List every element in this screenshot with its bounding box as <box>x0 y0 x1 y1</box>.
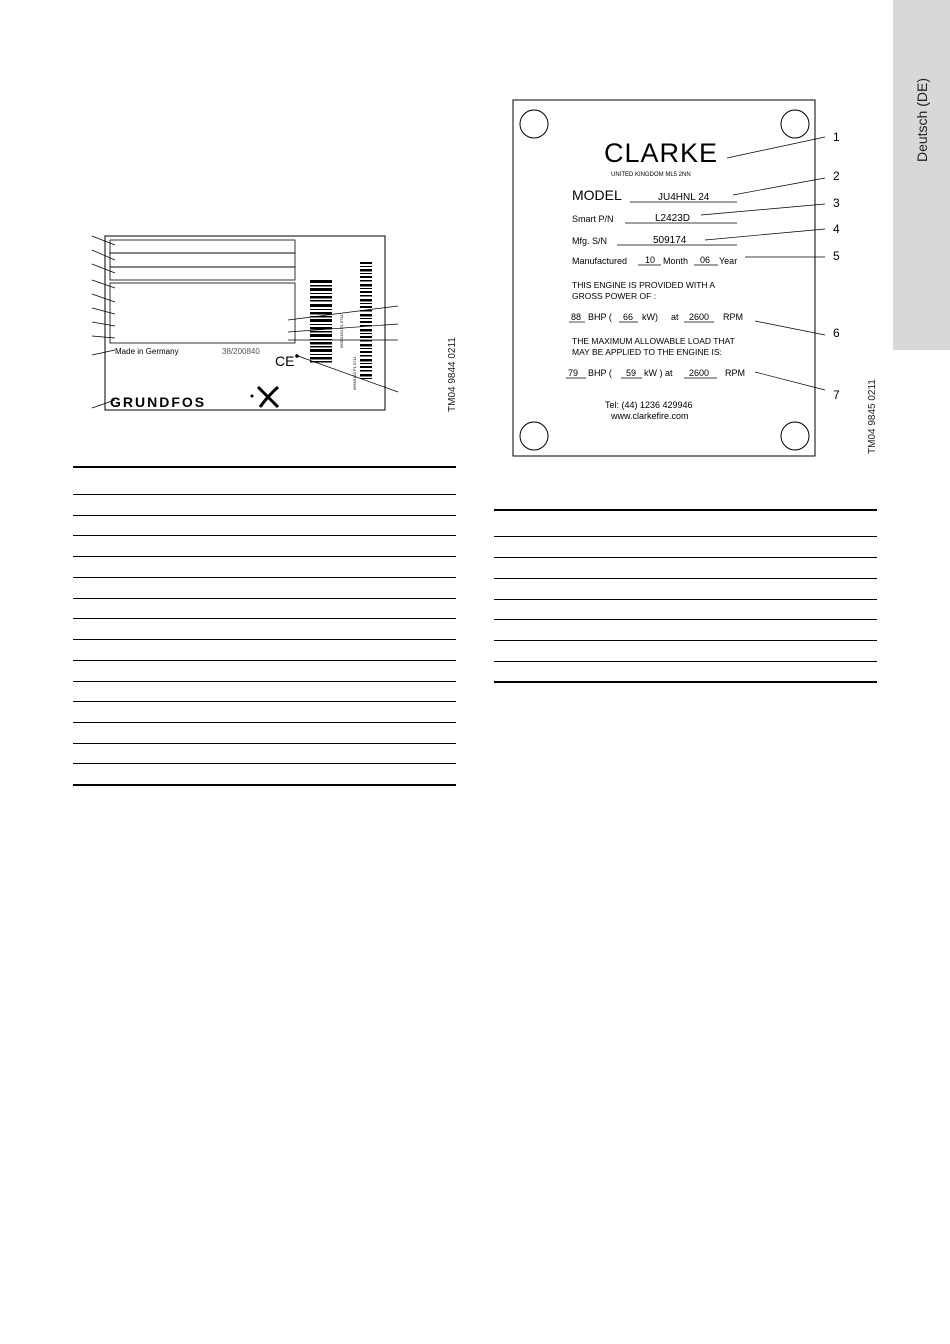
callout-number: 7 <box>833 388 840 402</box>
month-label: Month <box>663 256 689 266</box>
year-value: 06 <box>700 255 711 265</box>
clarke-origin: UNITED KINGDOM ML5 2NN <box>611 172 691 178</box>
rpm-label-2: RPM <box>725 368 745 378</box>
table-rule <box>494 578 877 579</box>
nameplate-code: 38/200840 <box>222 347 260 356</box>
made-in-label: Made in Germany <box>115 347 179 356</box>
language-tab-label: Deutsch (DE) <box>913 77 930 163</box>
year-label: Year <box>719 256 738 266</box>
table-rule <box>494 599 877 600</box>
gross-line-2: GROSS POWER OF : <box>572 291 657 301</box>
callout-number: 5 <box>833 249 840 263</box>
grundfos-logo-text: GRUNDFOS <box>110 394 207 410</box>
callout-number: 2 <box>833 169 840 183</box>
ce-mark: CE <box>275 353 295 369</box>
callout-number: 6 <box>833 326 840 340</box>
table-rule <box>73 639 456 640</box>
table-rule <box>73 701 456 702</box>
grundfos-nameplate-figure <box>60 220 480 420</box>
barcode-text-2: 96550150 P1 0711 <box>352 356 357 390</box>
table-rule <box>73 763 456 764</box>
table-rule <box>73 494 456 495</box>
language-tab-label-wrap <box>893 0 950 350</box>
table-rule <box>73 598 456 599</box>
fig-code-right: TM04 9845 0211 <box>867 379 878 454</box>
table-rule <box>73 577 456 578</box>
barcode-text-1: 96550150 P1 0711 <box>339 314 344 348</box>
table-rule <box>494 681 877 683</box>
mfg-sn-value: 509174 <box>653 235 687 246</box>
table-rule <box>73 466 456 468</box>
table-rule <box>494 640 877 641</box>
clarke-brand: CLARKE <box>604 138 719 168</box>
table-rule <box>494 661 877 662</box>
clarke-nameplate-figure <box>505 92 855 464</box>
fig-code-left: TM04 9844 0211 <box>447 337 458 412</box>
manufactured-label: Manufactured <box>572 256 628 266</box>
gross-kw: 66 <box>623 312 634 322</box>
table-rule <box>73 681 456 682</box>
table-rule <box>494 557 877 558</box>
rpm-label: RPM <box>723 312 743 322</box>
smart-pn-value: L2423D <box>655 213 691 224</box>
model-label: MODEL <box>572 187 622 203</box>
max-rpm: 2600 <box>689 368 710 378</box>
at-label: at <box>671 312 679 322</box>
gross-line-1: THIS ENGINE IS PROVIDED WITH A <box>572 280 716 290</box>
table-rule <box>73 556 456 557</box>
month-value: 10 <box>645 255 656 265</box>
table-rule <box>73 515 456 516</box>
table-rule <box>494 619 877 620</box>
callout-number: 1 <box>833 130 840 144</box>
table-rule <box>73 660 456 661</box>
bhp-label: BHP ( <box>588 312 612 322</box>
model-value: JU4HNL 24 <box>658 192 710 203</box>
callout-number: 3 <box>833 196 840 210</box>
table-rule <box>73 743 456 744</box>
kw-label: kW) <box>642 312 658 322</box>
clarke-web: www.clarkefire.com <box>611 411 689 421</box>
table-rule <box>73 535 456 536</box>
max-line-2: MAY BE APPLIED TO THE ENGINE IS: <box>572 347 722 357</box>
max-kw: 59 <box>626 368 637 378</box>
table-rule <box>73 618 456 619</box>
gross-bhp: 88 <box>571 312 582 322</box>
callout-number: 4 <box>833 222 840 236</box>
clarke-tel: Tel: (44) 1236 429946 <box>605 400 693 410</box>
table-rule <box>494 509 877 511</box>
table-rule <box>73 784 456 786</box>
max-bhp: 79 <box>568 368 579 378</box>
bhp-label-2: BHP ( <box>588 368 612 378</box>
gross-rpm: 2600 <box>689 312 710 322</box>
max-line-1: THE MAXIMUM ALLOWABLE LOAD THAT <box>572 336 735 346</box>
kw-label-2: kW ) at <box>644 368 673 378</box>
smart-pn-label: Smart P/N <box>572 214 614 224</box>
mfg-sn-label: Mfg. S/N <box>572 236 608 246</box>
table-rule <box>494 536 877 537</box>
table-rule <box>73 722 456 723</box>
